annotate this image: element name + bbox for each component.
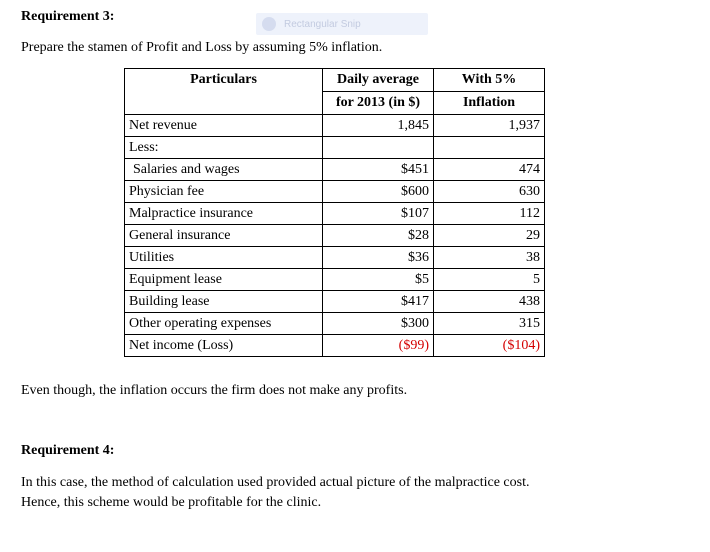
requirement-3-intro: Prepare the stamen of Profit and Loss by assuming 5% inflation. xyxy=(21,40,383,55)
requirement-4-line-1: In this case, the method of calculation used provided actual picture of the malpractice cost. xyxy=(21,475,530,490)
row-label: Utilities xyxy=(125,247,323,269)
table-row xyxy=(125,291,545,313)
row-label: Building lease xyxy=(125,291,323,313)
row-daily-average: 1,845 xyxy=(323,115,434,137)
row-with-inflation: 38 xyxy=(434,247,545,269)
row-daily-average: $5 xyxy=(323,269,434,291)
requirement-4-line-2: Hence, this scheme would be profitable for the clinic. xyxy=(21,495,322,510)
table-row xyxy=(125,203,545,225)
row-daily-average: $417 xyxy=(323,291,434,313)
row-daily-average: $28 xyxy=(323,225,434,247)
row-label: General insurance xyxy=(125,225,323,247)
row-label: Net revenue xyxy=(125,115,323,137)
conclusion-text: Even though, the inflation occurs the firm does not make any profits. xyxy=(21,383,408,398)
table-row xyxy=(125,137,545,159)
row-label: Less: xyxy=(125,137,323,159)
row-with-inflation: 474 xyxy=(434,159,545,181)
row-with-inflation: 630 xyxy=(434,181,545,203)
row-with-inflation: 29 xyxy=(434,225,545,247)
row-daily-average: $300 xyxy=(323,313,434,335)
header-daily-average-line2: for 2013 (in $) xyxy=(323,92,434,115)
row-label: Equipment lease xyxy=(125,269,323,291)
row-daily-average xyxy=(323,137,434,159)
table-row xyxy=(125,159,545,181)
row-with-inflation: 1,937 xyxy=(434,115,545,137)
watermark-label: Rectangular Snip xyxy=(284,18,361,30)
row-with-inflation: ($104) xyxy=(434,335,545,357)
row-label: Physician fee xyxy=(125,181,323,203)
header-with-inflation-line2: Inflation xyxy=(434,92,545,115)
table-row xyxy=(125,115,545,137)
header-daily-average: Daily average xyxy=(323,69,434,92)
table-row xyxy=(125,313,545,335)
row-label: Salaries and wages xyxy=(125,159,323,181)
table-row xyxy=(125,181,545,203)
row-label: Net income (Loss) xyxy=(125,335,323,357)
profit-loss-table xyxy=(124,68,545,357)
rectangular-snip-watermark xyxy=(256,13,428,35)
row-label: Malpractice insurance xyxy=(125,203,323,225)
table-header-row xyxy=(125,69,545,92)
row-daily-average: $36 xyxy=(323,247,434,269)
snip-icon xyxy=(262,17,276,31)
row-with-inflation: 315 xyxy=(434,313,545,335)
requirement-3-heading: Requirement 3: xyxy=(21,9,115,24)
row-daily-average: $600 xyxy=(323,181,434,203)
requirement-4-heading: Requirement 4: xyxy=(21,443,115,458)
table-row xyxy=(125,335,545,357)
row-daily-average: $107 xyxy=(323,203,434,225)
row-label: Other operating expenses xyxy=(125,313,323,335)
row-with-inflation: 5 xyxy=(434,269,545,291)
table-row xyxy=(125,225,545,247)
table-row xyxy=(125,247,545,269)
row-with-inflation: 438 xyxy=(434,291,545,313)
header-particulars: Particulars xyxy=(125,69,323,115)
row-daily-average: $451 xyxy=(323,159,434,181)
header-with-inflation: With 5% xyxy=(434,69,545,92)
row-with-inflation xyxy=(434,137,545,159)
table-row xyxy=(125,269,545,291)
row-with-inflation: 112 xyxy=(434,203,545,225)
row-daily-average: ($99) xyxy=(323,335,434,357)
